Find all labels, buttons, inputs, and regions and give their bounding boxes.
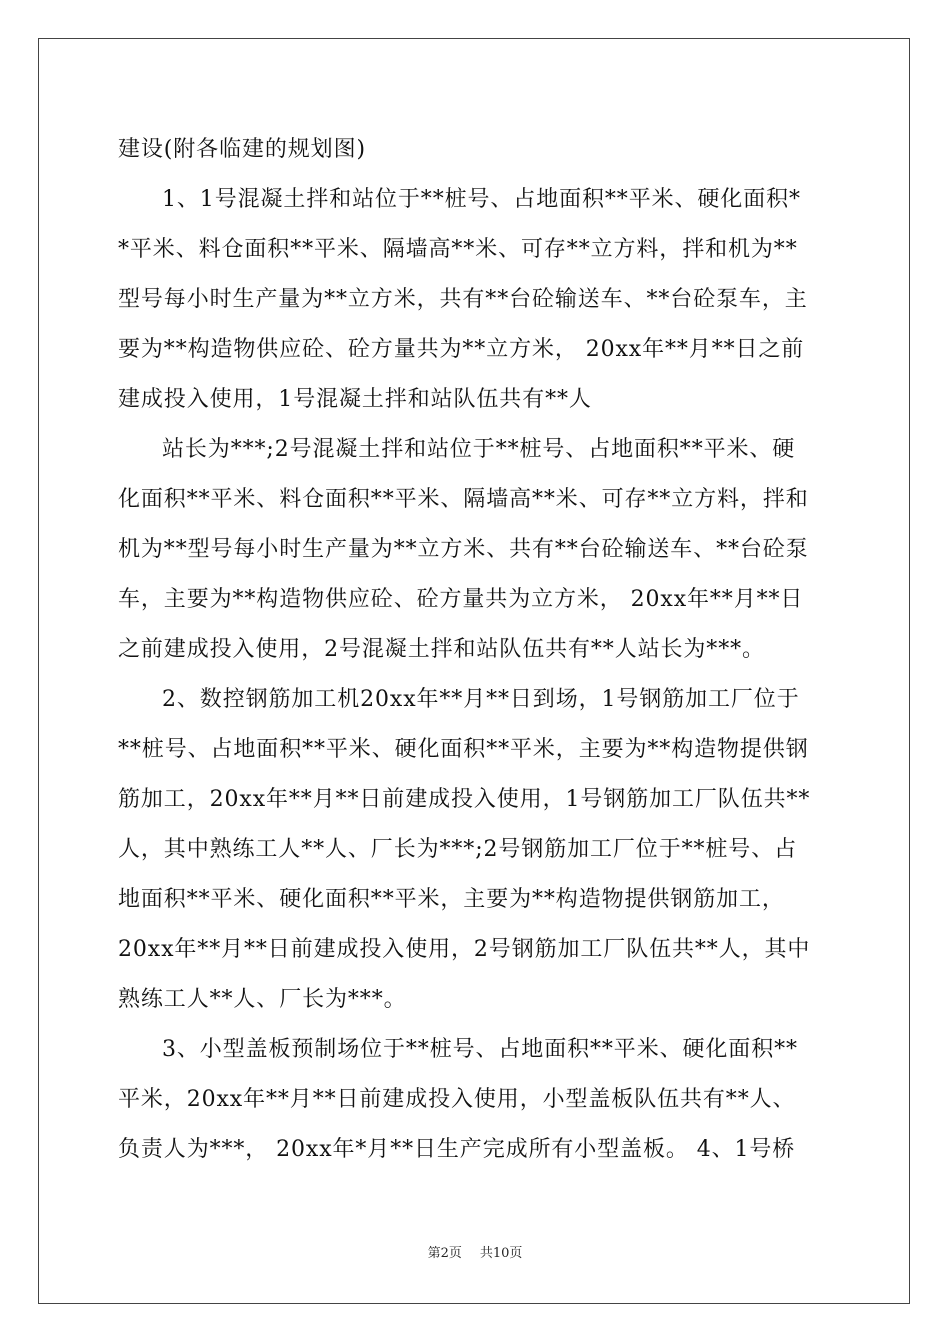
page-number: 第2页 bbox=[427, 1246, 462, 1261]
text-line: 平米，20xx年**月**日前建成投入使用，小型盖板队伍共有**人、 bbox=[118, 1087, 796, 1112]
text-line: 负责人为***， 20xx年*月**日生产完成所有小型盖板。 4、1号桥 bbox=[118, 1137, 796, 1162]
paragraph-3-start: 2、数控钢筋加工机20xx年**月**日到场，1号钢筋加工厂位于 bbox=[162, 687, 800, 712]
text-line: 之前建成投入使用，2号混凝土拌和站队伍共有**人站长为***。 bbox=[118, 637, 765, 662]
text-line: 要为**构造物供应砼、砼方量共为**立方米， 20xx年**月**日之前 bbox=[118, 337, 805, 362]
paragraph-4-start: 3、小型盖板预制场位于**桩号、占地面积**平米、硬化面积** bbox=[162, 1037, 798, 1062]
text-line: 20xx年**月**日前建成投入使用，2号钢筋加工厂队伍共**人，其中 bbox=[118, 937, 811, 962]
text-line: *平米、料仓面积**平米、隔墙高**米、可存**立方料，拌和机为** bbox=[118, 237, 798, 262]
text-line: 化面积**平米、料仓面积**平米、隔墙高**米、可存**立方料，拌和 bbox=[118, 487, 809, 512]
text-line: 型号每小时生产量为**立方米，共有**台砼输送车、**台砼泵车，主 bbox=[118, 287, 808, 312]
paragraph-2-start: 站长为***;2号混凝土拌和站位于**桩号、占地面积**平米、硬 bbox=[162, 437, 796, 462]
document-body bbox=[118, 125, 842, 1175]
page-footer bbox=[0, 1246, 950, 1262]
text-line: 机为**型号每小时生产量为**立方米、共有**台砼输送车、**台砼泵 bbox=[118, 537, 809, 562]
text-line: 建成投入使用，1号混凝土拌和站队伍共有**人 bbox=[118, 387, 592, 412]
text-line: 熟练工人**人、厂长为***。 bbox=[118, 987, 407, 1012]
total-pages: 共10页 bbox=[479, 1246, 523, 1261]
text-line: 筋加工，20xx年**月**日前建成投入使用，1号钢筋加工厂队伍共** bbox=[118, 787, 811, 812]
text-line: 地面积**平米、硬化面积**平米，主要为**构造物提供钢筋加工， bbox=[118, 887, 785, 912]
paragraph-1-start: 1、1号混凝土拌和站位于**桩号、占地面积**平米、硬化面积* bbox=[162, 187, 801, 212]
text-line: 人，其中熟练工人**人、厂长为***;2号钢筋加工厂位于**桩号、占 bbox=[118, 837, 798, 862]
text-line: **桩号、占地面积**平米、硬化面积**平米，主要为**构造物提供钢 bbox=[118, 737, 809, 762]
text-line: 车，主要为**构造物供应砼、砼方量共为立方米， 20xx年**月**日 bbox=[118, 587, 804, 612]
text-line: 建设(附各临建的规划图) bbox=[118, 137, 366, 162]
